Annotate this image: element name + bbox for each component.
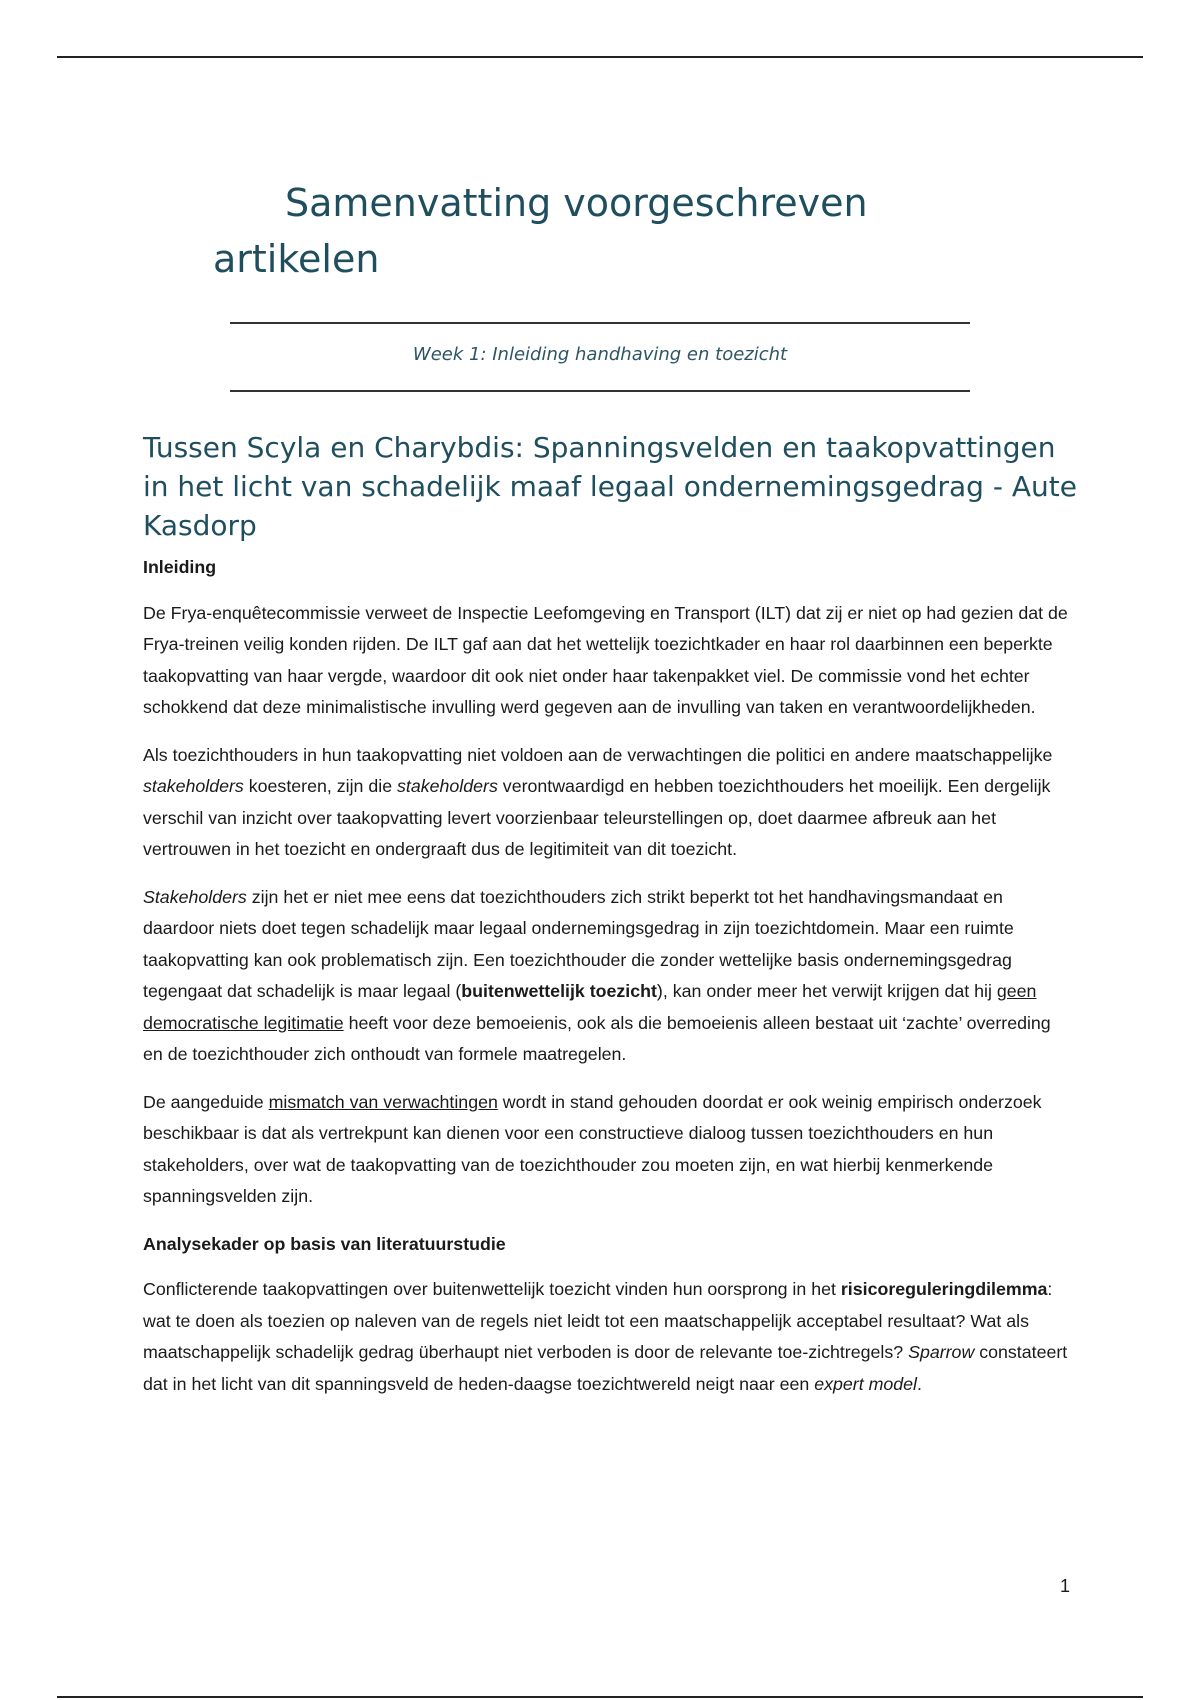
p3-bold-buitenwettelijk: buitenwettelijk toezicht	[461, 981, 657, 1001]
p2-text-e: verontwaardigd en hebben toezichthouders het moeilijk. Een dergelijk verschil van inzicht over taakopvatting levert voorzienbaar teleurstellingen op, doet daarmee afbreuk aan het vertrouwen in het toezicht en ondergraaft dus de legitimiteit van dit toezicht.	[143, 776, 1051, 859]
p5-bold-dilemma: risicoreguleringdilemma	[840, 1279, 1048, 1299]
p2-text-a: Als toezichthouders in hun taakopvatting niet voldoen aan de verwachtingen die politici en andere maatschappelijke	[143, 744, 1053, 765]
article-heading: Tussen Scyla en Charybdis: Spanningsvelden en taakopvattingen in het licht van schadelijk maaf legaal ondernemingsgedrag - Aute Kasdorp	[143, 431, 1077, 542]
paragraph-1: De Frya-enquêtecommissie verweet de Inspectie Leefomgeving en Transport (ILT) dat zij er niet op had gezien dat de Frya-treinen veilig konden rijden. De ILT gaf aan dat het wettelijk toezichtkader en haar rol daarbinnen een beperkte taakopvatting van haar vergde, waardoor dit ook niet onder haar takenpakket viel. De commissie vond het echter schokkend dat deze minimalistische invulling werd gegeven aan de invulling van taken en verantwoordelijkheden.	[143, 602, 1068, 717]
p3-text-d: ), kan onder meer het verwijt krijgen dat hij	[656, 981, 997, 1001]
page-bottom-rule	[57, 1696, 1143, 1698]
paragraph-2	[143, 740, 1073, 866]
page-number: 1	[1059, 1576, 1070, 1596]
subtitle-rule-top	[230, 322, 970, 324]
p2-text-c: koesteren, zijn die	[243, 776, 398, 796]
page-top-rule	[57, 56, 1143, 58]
p4-text-a: De aangeduide	[143, 1091, 269, 1112]
section-heading-inleiding: Inleiding	[143, 557, 217, 577]
p5-text-c: : wat te doen als toezien op naleven van de regels niet leidt tot een maatschappelijk acceptabel resultaat? Wat als maatschappelijk schadelijk gedrag überhaupt niet verboden is door de relevante toe-zichtregels?	[143, 1279, 1053, 1362]
article-body	[143, 552, 1073, 1416]
p3-underline-legitimatie: geen democratische legitimatie	[143, 981, 1037, 1033]
p5-text-a: Conflicterende taakopvattingen over buitenwettelijk toezicht vinden hun oorsprong in het	[143, 1279, 841, 1299]
document-subtitle: Week 1: Inleiding handhaving en toezicht	[412, 344, 788, 365]
p3-text-f: heeft voor deze bemoeienis, ook als die bemoeienis alleen bestaat uit ‘zachte’ overreding en de toezichthouder zich onthoudt van formele maatregelen.	[143, 1012, 1051, 1064]
section-heading-analysekader: Analysekader op basis van literatuurstudie	[143, 1233, 506, 1254]
paragraph-5	[143, 1274, 1073, 1400]
p5-emphasis-sparrow: Sparrow	[908, 1342, 975, 1362]
p5-text-g: .	[917, 1373, 922, 1394]
p5-text-e: constateert dat in het licht van dit spanningsveld de heden-daagse toezichtwereld neigt naar een	[143, 1342, 1068, 1394]
p3-text-b: zijn het er niet mee eens dat toezichthouders zich strikt beperkt tot het handhavingsmandaat en daardoor niets doet tegen schadelijk maar legaal ondernemingsgedrag in zijn toezichtdomein. Maar een ruimte taakopvatting kan ook problematisch zijn. Een toezichthouder die zonder wettelijke basis ondernemingsgedrag tegengaat dat schadelijk is maar legaal (	[143, 886, 1014, 1001]
subtitle-rule-bottom	[230, 390, 970, 392]
p2-emphasis-stakeholders: stakeholders	[143, 776, 244, 796]
paragraph-3	[143, 882, 1073, 1071]
p3-emphasis-stakeholders: Stakeholders	[143, 886, 247, 907]
p5-emphasis-expert-model: expert model	[814, 1373, 918, 1394]
p4-text-c: wordt in stand gehouden doordat er ook weinig empirisch onderzoek beschikbaar is dat als vertrekpunt kan dienen voor een constructieve dialoog tussen toezichthouders en hun stakeholders, over wat de taakopvatting van de toezichthouder zou moeten zijn, en wat hierbij kenmerkende spanningsvelden zijn.	[143, 1091, 1042, 1206]
p4-underline-mismatch: mismatch van verwachtingen	[268, 1091, 498, 1112]
paragraph-4	[143, 1087, 1073, 1213]
document-title: Samenvatting voorgeschreven artikelen	[213, 181, 868, 281]
p2-emphasis-stakeholders-2: stakeholders	[397, 776, 498, 796]
